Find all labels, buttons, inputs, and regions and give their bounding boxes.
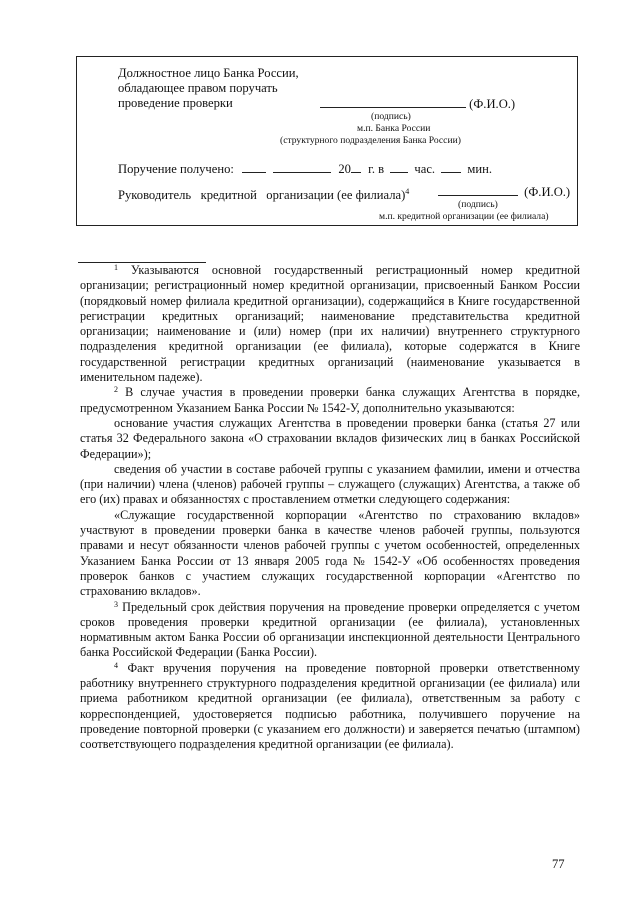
- hour-label: час.: [414, 162, 436, 176]
- footnote-2: [80, 385, 580, 416]
- received-year-blank: [351, 161, 361, 173]
- head-signature-row: [438, 184, 570, 200]
- page-number: 77: [552, 857, 565, 871]
- official-signature-row: [320, 96, 515, 112]
- footnote-3: [80, 600, 580, 661]
- footnotes-block: [80, 263, 580, 753]
- footnote-4: [80, 661, 580, 753]
- footnote-2-quote: «Служащие государственной корпорации «Агентство по страхованию вкладов» участвуют в проведении проверки банка в качестве членов рабочей группы, пользуются правами и несут обязанности членов рабочей группы с учетом особенностей, определенных Указанием Банка России от 13 января 2005 года № 1542-У «Об особенностях проведения проверок банков с участием служащих государственной корпорации «Агентство по страхованию вкладов».: [80, 507, 580, 599]
- head-label-row: [118, 184, 409, 203]
- received-hour-blank: [390, 161, 408, 173]
- head-stamp-caption: м.п. кредитной организации (ее филиала): [379, 211, 549, 222]
- footnote-2-text: В случае участия в проведении проверки банка служащих Агентства в порядке, предусмотренном Указанием Банка России № 1542-У, дополнительно указываются:: [80, 385, 581, 415]
- year-suffix: г. в: [368, 162, 385, 176]
- footnote-4-mark: 4: [114, 660, 118, 670]
- division-caption: (структурного подразделения Банка России): [280, 135, 461, 146]
- head-label: Руководитель кредитной организации (ее филиала): [118, 188, 406, 203]
- footnote-1-mark: 1: [114, 263, 118, 272]
- head-fio-label: (Ф.И.О.): [524, 185, 571, 199]
- head-signature-blank: [438, 184, 518, 196]
- footnote-1-text: Указываются основной государственный регистрационный номер кредитной организации; регистрационный номер кредитной организации, присвоенный Банком России (порядковый номер филиала кредитной организации), содержащийся в Книге государственной регистрации кредитных организаций; наименование представительства кредитной организации; наименование и (или) номер (при их наличии) внутреннего структурного подразделения кредитной организации (ее филиала), которые содержатся в Книге государственной регистрации кредитных организаций (наименование указывается в именительном падеже).: [80, 263, 580, 385]
- footnote-2-item-2: сведения об участии в составе рабочей группы с указанием фамилии, имени и отчества (при наличии) члена (членов) рабочей группы – служащего (служащих) Агентства, а также об его (их) правах и обязанностях с проставлением отметки следующего содержания:: [80, 461, 580, 507]
- min-label: мин.: [467, 162, 492, 176]
- official-line-2: обладающее правом поручать: [118, 81, 278, 95]
- order-received-row: [118, 161, 492, 177]
- footnote-3-mark: 3: [114, 599, 118, 609]
- footnote-2-item-1: основание участия служащих Агентства в проведении проверки банка (статья 27 или статья 32 Федерального закона «О страховании вкладов физических лиц в банках Российской Федерации»);: [80, 415, 580, 461]
- year-prefix: 20: [338, 162, 351, 176]
- official-signature-blank: [320, 96, 466, 108]
- footnote-2-mark: 2: [114, 385, 118, 395]
- received-month-blank: [273, 161, 331, 173]
- received-min-blank: [441, 161, 461, 173]
- received-day-blank: [242, 161, 266, 173]
- footnote-4-text: Факт вручения поручения на проведение повторной проверки ответственному работнику внутреннего структурного подразделения кредитной организации (ее филиала) или приема работником кредитной организации (ее филиала), ответственным за работу с корреспонденцией, удостоверяется подписью работника, получившего поручение на проведение повторной проверки (с указанием его должности) и заверяется печатью (штампом) соответствующего подразделения кредитной организации (ее филиала).: [80, 660, 581, 752]
- official-line-1: Должностное лицо Банка России,: [118, 66, 299, 80]
- footnote-3-text: Предельный срок действия поручения на проведение проверки определяется с учетом сроков проведения проверки кредитной организации (ее филиала), установленных нормативным актом Банка России об организации инспекционной деятельности Центрального банка Российской Федерации (Банка России).: [80, 599, 581, 660]
- footnote-1: [80, 263, 580, 385]
- official-fio-label: (Ф.И.О.): [469, 97, 516, 111]
- head-signature-caption: (подпись): [458, 199, 498, 210]
- received-label: Поручение получено:: [118, 162, 234, 176]
- stamp-caption: м.п. Банка России: [357, 123, 431, 134]
- signature-caption: (подпись): [371, 111, 411, 122]
- head-footnote-mark: 4: [405, 187, 410, 196]
- official-line-3: проведение проверки: [118, 96, 233, 110]
